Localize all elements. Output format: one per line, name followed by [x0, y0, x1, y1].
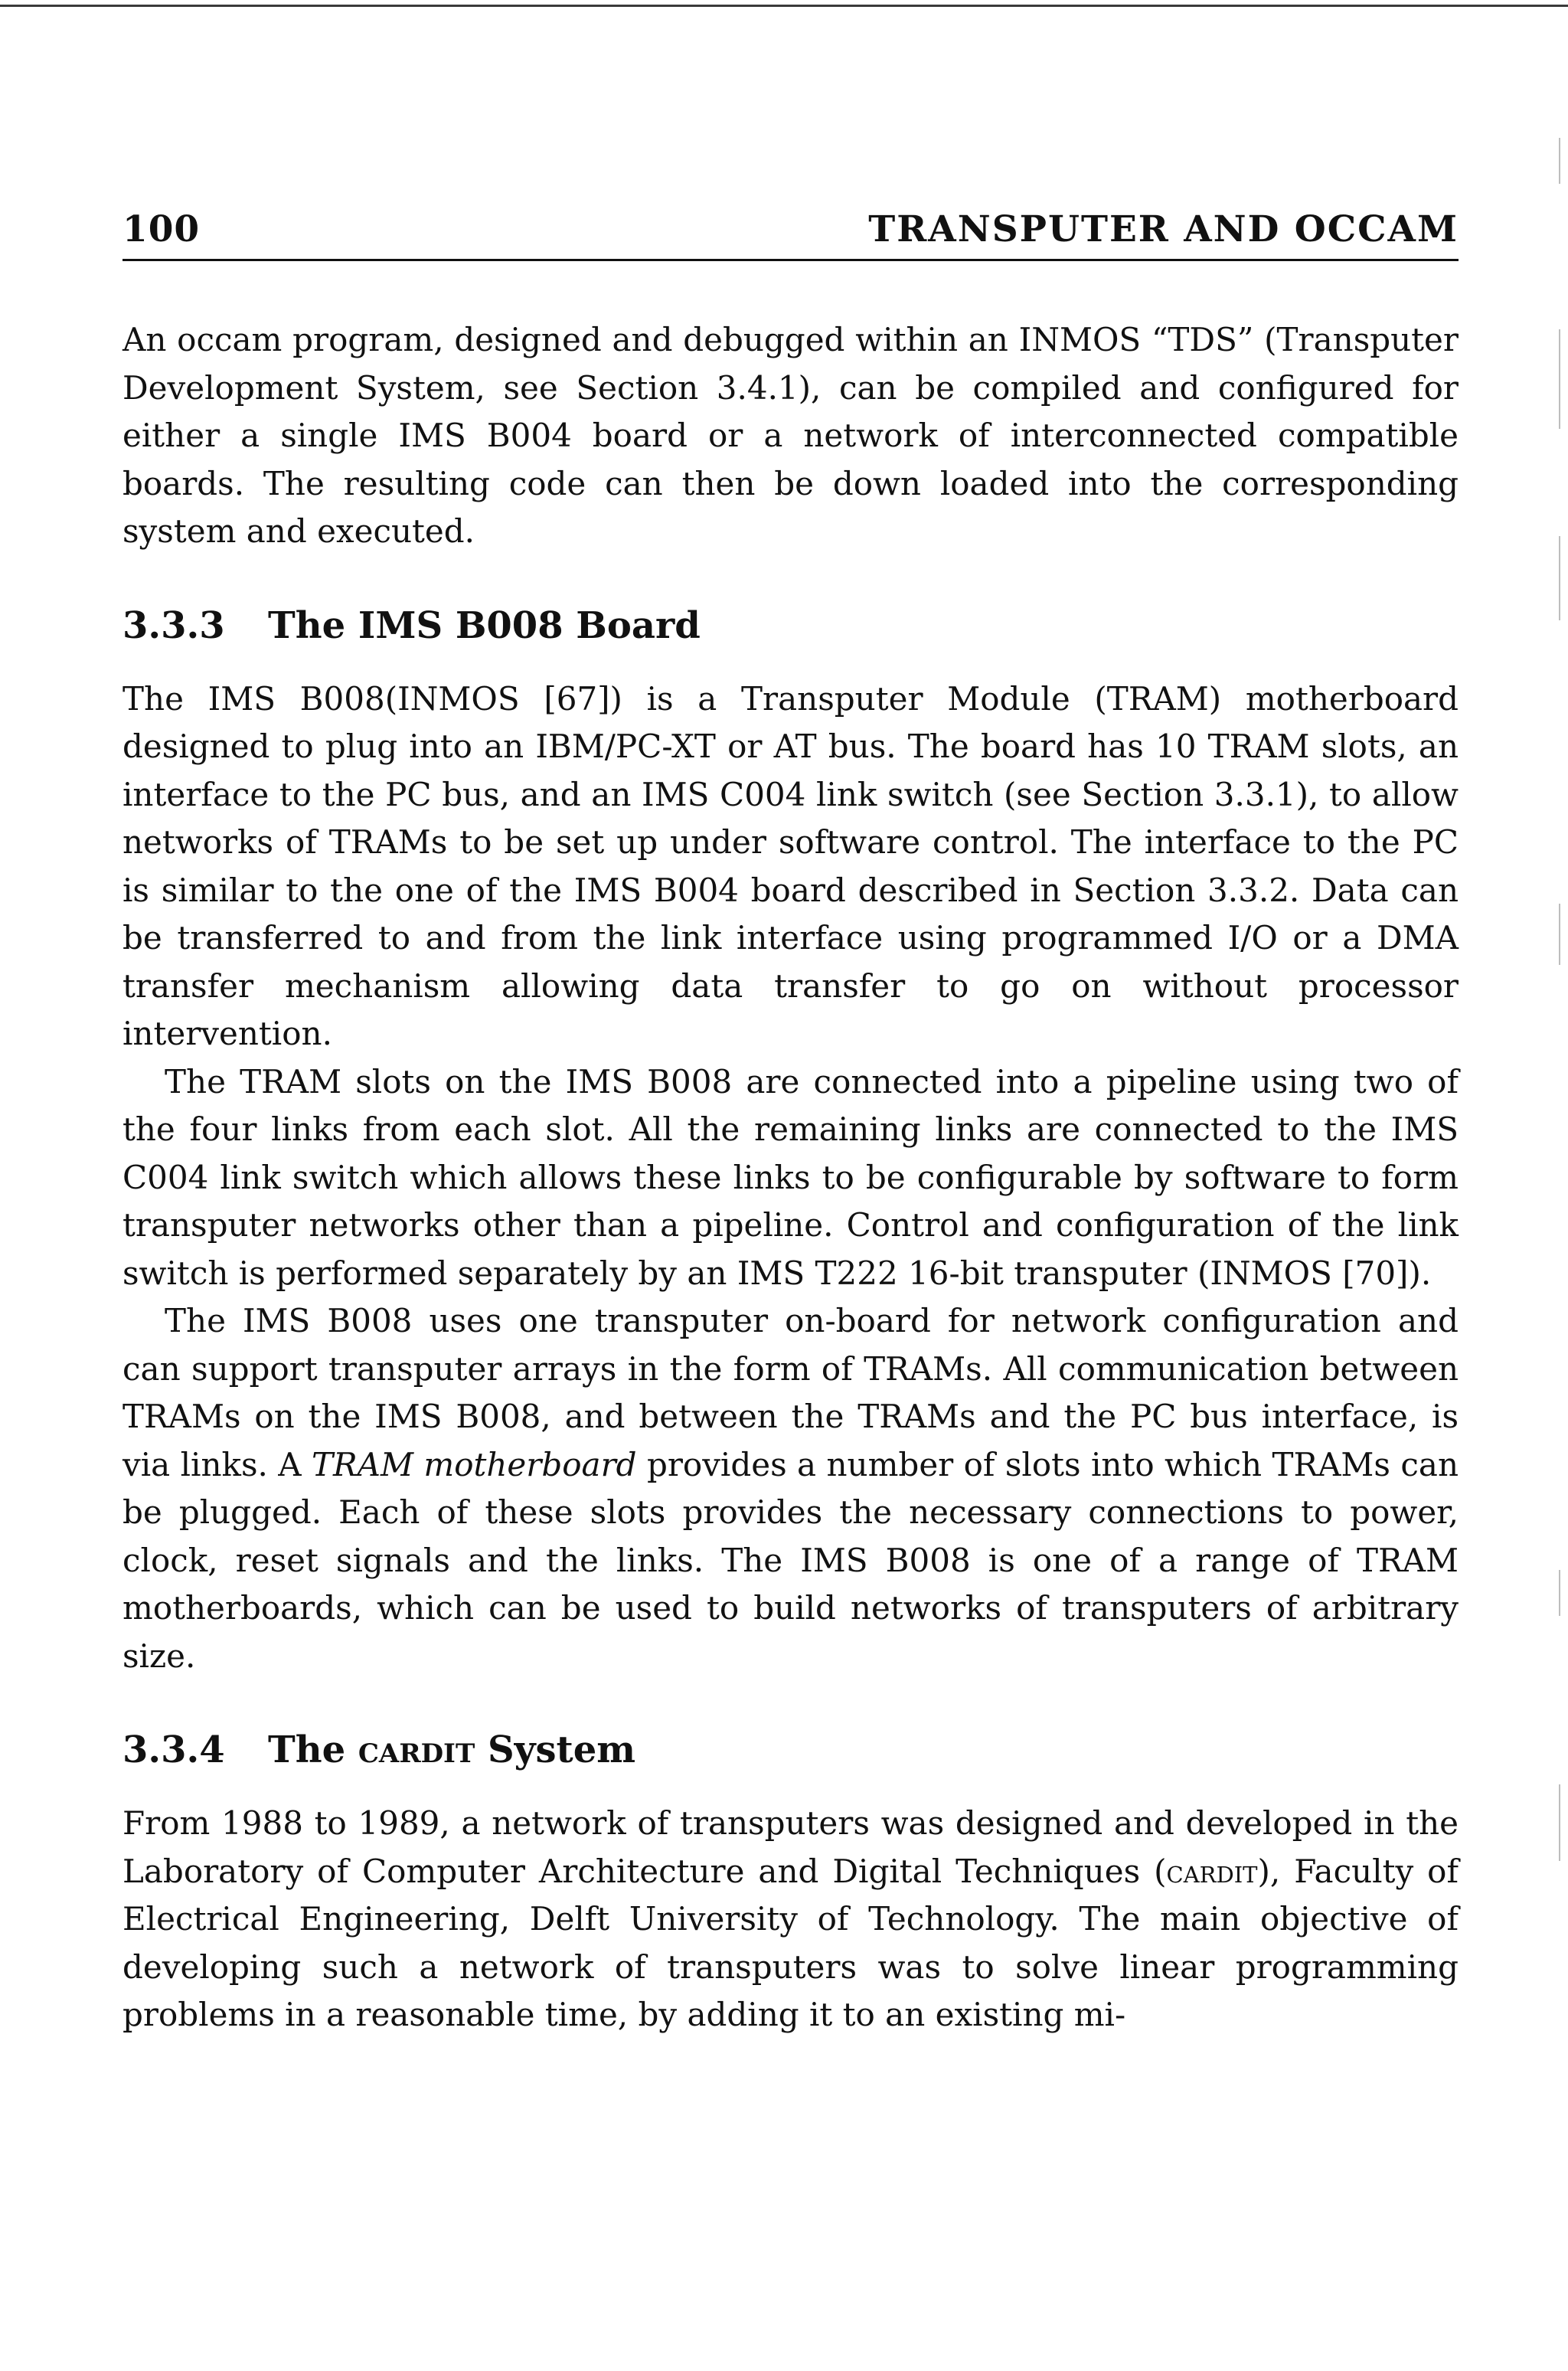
cardit-acronym: cardit [1166, 1852, 1258, 1890]
tram-motherboard-term: TRAM motherboard [312, 1445, 637, 1483]
section-heading-3-3-3 [122, 602, 1459, 649]
book-page [122, 207, 1459, 2039]
section-number: 3.3.3 [122, 603, 225, 647]
section-title-start: The [268, 1728, 358, 1771]
scan-margin-mark [1559, 536, 1560, 620]
scan-margin-mark [1559, 138, 1560, 184]
body-text [122, 316, 1459, 2039]
b008-paragraph-3 [122, 1297, 1459, 1680]
cardit-smallcaps: cardit [358, 1728, 475, 1771]
b008-paragraph-3-text-start: The IMS B008 uses one transputer on-board for network configuration and can support transputer arrays in the form of TRAMs. All communication between TRAMs on the IMS B008, and between the TRAMs and the PC bus interface, is via links. A [122, 1302, 1459, 1483]
scan-margin-mark [1559, 1570, 1560, 1616]
scan-top-rule [0, 5, 1568, 7]
section-title: The IMS B008 Board [268, 603, 701, 647]
intro-paragraph: An occam program, designed and debugged within an INMOS “TDS” (Transputer Development System, see Section 3.4.1), can be compiled and configured for either a single IMS B004 board or a network of interconnected compatible boards. The resulting code can then be down loaded into the corresponding system and executed. [122, 321, 1459, 550]
running-head [122, 207, 1459, 261]
b008-paragraph-1: The IMS B008(INMOS [67]) is a Transputer Module (TRAM) motherboard designed to plug into an IBM/PC-XT or AT bus. The board has 10 TRAM slots, an interface to the PC bus, and an IMS C004 link switch (see Section 3.3.1), to allow networks of TRAMs to be set up under software control. The interface to the PC is similar to the one of the IMS B004 board described in Section 3.3.2. Data can be transferred to and from the link interface using programmed I/O or a DMA transfer mechanism allowing data transfer to go on without processor intervention. [122, 679, 1459, 1052]
section-title-end: System [475, 1728, 636, 1771]
scan-margin-mark [1559, 904, 1560, 965]
b008-paragraph-3-text-end: provides a number of slots into which TRAMs can be plugged. Each of these slots provides the necessary connections to power, clock, reset signals and the links. The IMS B008 is one of a range of TRAM motherboards, which can be used to build networks of transputers of arbitrary size. [122, 1445, 1459, 1675]
section-number: 3.3.4 [122, 1728, 225, 1771]
cardit-paragraph [122, 1800, 1459, 2039]
cardit-paragraph-text-end: ), Faculty of Electrical Engineering, Delft University of Technology. The main objective of developing such a network of transputers was to solve linear programming problems in a reasonable time, by adding it to an existing mi- [122, 1852, 1459, 2033]
section-heading-3-3-4 [122, 1726, 1459, 1774]
cardit-paragraph-text-start: From 1988 to 1989, a network of transputers was designed and developed in the Laboratory of Computer Architecture and Digital Techniques ( [122, 1804, 1459, 1890]
scan-margin-mark [1559, 1784, 1560, 1861]
scan-margin-mark [1559, 329, 1560, 429]
page-number: 100 [122, 208, 201, 250]
b008-paragraph-2: The TRAM slots on the IMS B008 are connected into a pipeline using two of the four links from each slot. All the remaining links are connected to the IMS C004 link switch which allows these links to be configurable by software to form transputer networks other than a pipeline. Control and configuration of the link switch is performed separately by an IMS T222 16-bit transputer (INMOS [70]). [122, 1062, 1459, 1292]
running-title: TRANSPUTER AND OCCAM [868, 208, 1459, 250]
